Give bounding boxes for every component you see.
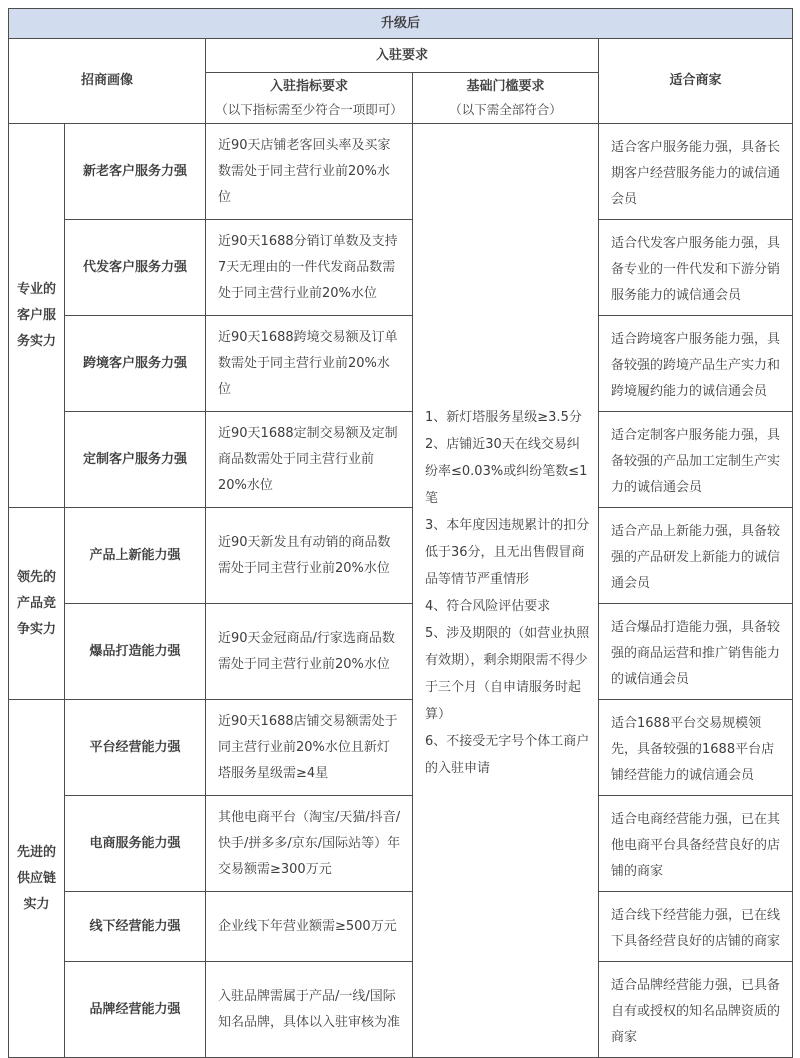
- capability-cell: 代发客户服务力强: [65, 220, 206, 316]
- capability-cell: 电商服务能力强: [65, 796, 206, 892]
- table-row: [9, 796, 793, 892]
- suitable-cell: 适合跨境客户服务能力强，具备较强的跨境产品生产实力和跨境履约能力的诚信通会员: [599, 316, 793, 412]
- suitable-cell: 适合品牌经营能力强，已具备自有或授权的知名品牌资质的商家: [599, 962, 793, 1058]
- table-row: [9, 412, 793, 508]
- capability-cell: 定制客户服务力强: [65, 412, 206, 508]
- header-profile: 招商画像: [9, 39, 206, 124]
- header-indicator: [206, 73, 413, 124]
- table-row: [9, 508, 793, 604]
- table-row: [9, 9, 793, 39]
- indicator-cell: 近90天新发且有动销的商品数需处于同主营行业前20%水位: [206, 508, 413, 604]
- header-requirements: 入驻要求: [206, 39, 599, 73]
- suitable-cell: 适合代发客户服务能力强，具备专业的一件代发和下游分销服务能力的诚信通会员: [599, 220, 793, 316]
- header-threshold: [413, 73, 599, 124]
- table-row: [9, 39, 793, 73]
- suitable-cell: 适合1688平台交易规模领先，具备较强的1688平台店铺经营能力的诚信通会员: [599, 700, 793, 796]
- threshold-item: 2、店铺近30天在线交易纠纷率≤0.03%或纠纷笔数≤1笔: [425, 436, 588, 506]
- suitable-cell: 适合产品上新能力强，具备较强的产品研发上新能力的诚信通会员: [599, 508, 793, 604]
- table-row: [9, 604, 793, 700]
- table-row: [9, 700, 793, 796]
- indicator-cell: 近90天1688分销订单数及支持7天无理由的一件代发商品数需处于同主营行业前20%水位: [206, 220, 413, 316]
- header-threshold-label: 基础门槛要求: [466, 79, 545, 94]
- indicator-cell: 近90天店铺老客回头率及买家数需处于同主营行业前20%水位: [206, 124, 413, 220]
- capability-cell: 线下经营能力强: [65, 892, 206, 962]
- threshold-item: 1、新灯塔服务星级≥3.5分: [425, 409, 582, 425]
- table-row: [9, 316, 793, 412]
- group-customer-service: 专业的客户服务实力: [9, 124, 65, 508]
- capability-cell: 爆品打造能力强: [65, 604, 206, 700]
- capability-cell: 品牌经营能力强: [65, 962, 206, 1058]
- table-row: [9, 124, 793, 220]
- threshold-item: 6、不接受无字号个体工商户的入驻申请: [425, 733, 590, 776]
- upgrade-requirements-table: [8, 8, 793, 1058]
- indicator-cell: 近90天1688定制交易额及定制商品数需处于同主营行业前20%水位: [206, 412, 413, 508]
- header-suitable: 适合商家: [599, 39, 793, 124]
- suitable-cell: 适合电商经营能力强，已在其他电商平台具备经营良好的店铺的商家: [599, 796, 793, 892]
- table-title: 升级后: [9, 9, 793, 39]
- indicator-cell: 其他电商平台（淘宝/天猫/抖音/快手/拼多多/京东/国际站等）年交易额需≥300万元: [206, 796, 413, 892]
- suitable-cell: 适合客户服务能力强，具备长期客户经营服务能力的诚信通会员: [599, 124, 793, 220]
- indicator-cell: 近90天1688店铺交易额需处于同主营行业前20%水位且新灯塔服务星级需≥4星: [206, 700, 413, 796]
- threshold-item: 3、本年度因违规累计的扣分低于36分，且无出售假冒商品等情节严重情形: [425, 517, 590, 587]
- table-row: [9, 220, 793, 316]
- header-indicator-label: 入驻指标要求: [269, 79, 348, 94]
- capability-cell: 产品上新能力强: [65, 508, 206, 604]
- threshold-list-cell: [413, 124, 599, 1058]
- indicator-cell: 近90天1688跨境交易额及订单数需处于同主营行业前20%水位: [206, 316, 413, 412]
- indicator-cell: 入驻品牌需属于产品/一线/国际知名品牌，具体以入驻审核为准: [206, 962, 413, 1058]
- indicator-cell: 近90天金冠商品/行家选商品数需处于同主营行业前20%水位: [206, 604, 413, 700]
- header-threshold-note: （以下需全部符合）: [449, 102, 562, 117]
- capability-cell: 新老客户服务力强: [65, 124, 206, 220]
- suitable-cell: 适合定制客户服务能力强，具备较强的产品加工定制生产实力的诚信通会员: [599, 412, 793, 508]
- header-indicator-note: （以下指标需至少符合一项即可）: [215, 102, 403, 117]
- capability-cell: 跨境客户服务力强: [65, 316, 206, 412]
- suitable-cell: 适合爆品打造能力强，具备较强的商品运营和推广销售能力的诚信通会员: [599, 604, 793, 700]
- table-row: [9, 892, 793, 962]
- indicator-cell: 企业线下年营业额需≥500万元: [206, 892, 413, 962]
- threshold-item: 4、符合风险评估要求: [425, 598, 551, 614]
- group-product-competitiveness: 领先的产品竞争实力: [9, 508, 65, 700]
- capability-cell: 平台经营能力强: [65, 700, 206, 796]
- threshold-item: 5、涉及期限的（如营业执照有效期），剩余期限需不得少于三个月（自申请服务时起算）: [425, 625, 590, 722]
- suitable-cell: 适合线下经营能力强，已在线下具备经营良好的店铺的商家: [599, 892, 793, 962]
- group-supply-chain: 先进的供应链实力: [9, 700, 65, 1058]
- table-row: [9, 962, 793, 1058]
